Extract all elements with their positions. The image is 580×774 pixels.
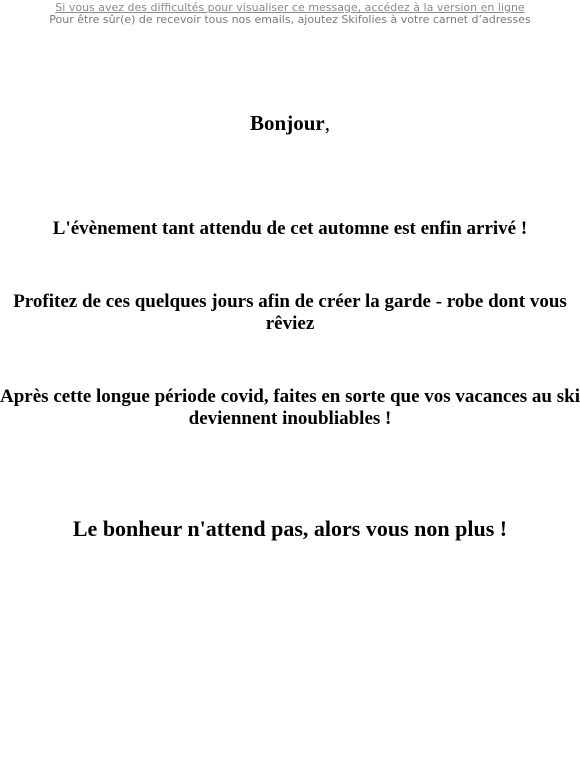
vacation-message: Après cette longue période covid, faites en sorte que vos vacances au ski deviennent inoubliables ! — [0, 386, 580, 429]
event-announcement: L'évènement tant attendu de cet automne est enfin arrivé ! — [52, 218, 528, 239]
preheader — [0, 2, 580, 26]
closing-message: Le bonheur n'attend pas, alors vous non plus ! — [72, 516, 508, 541]
address-book-note: Pour être sûr(e) de recevoir tous nos emails, ajoutez Skifolies à votre carnet d’adresses — [49, 13, 531, 26]
online-version-link[interactable]: Si vous avez des difficultés pour visualiser ce message, accédez à la version en ligne — [55, 1, 525, 14]
greeting-text: Bonjour — [250, 111, 325, 135]
wardrobe-message: Profitez de ces quelques jours afin de créer la garde - robe dont vous rêviez — [13, 291, 567, 334]
greeting-comma: , — [324, 111, 330, 135]
greeting — [0, 111, 580, 136]
